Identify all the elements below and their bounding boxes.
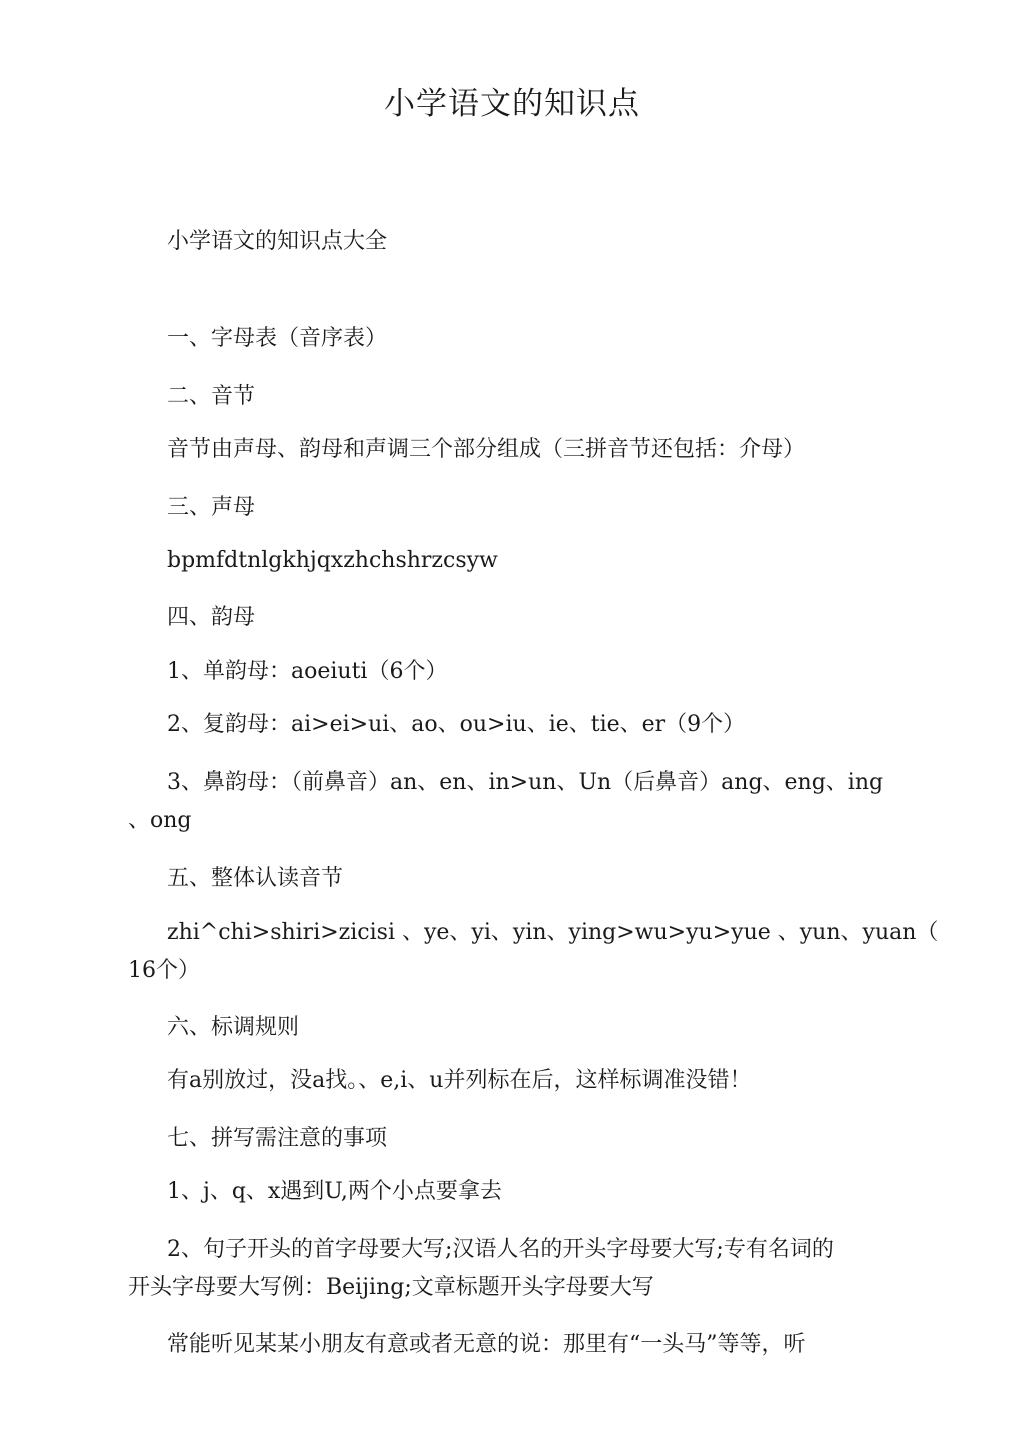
list-item-compound-finals: 2、复韵母：ai>ei>ui、ao、ou>iu、ie、tie、er（9个） [167,712,746,737]
paragraph-whole-syllables: zhi^chi>shiri>zicisi 、ye、yi、yin、ying>wu>yu>yue 、yun、yuan（ [167,920,939,945]
heading-section-2: 二、音节 [167,384,256,409]
list-item-nasal-finals: 3、鼻韵母：（前鼻音）an、en、in>un、Un（后鼻音）ang、eng、ing [167,770,884,795]
paragraph-initials: bpmfdtnlgkhjqxzhchshrzcsyw [167,548,498,573]
document-title: 小学语文的知识点 [384,86,640,122]
list-item-single-finals: 1、单韵母：aoeiuti（6个） [167,659,448,684]
heading-section-1: 一、字母表（音序表） [167,326,388,351]
list-item-spelling-1: 1、j、q、x遇到U,两个小点要拿去 [167,1179,502,1204]
list-item-spelling-2: 2、句子开头的首字母要大写;汉语人名的开头字母要大写;专有名词的 [167,1237,834,1262]
paragraph-tone-rules: 有a别放过，没a找。、e,i、u并列标在后，这样标调准没错！ [167,1068,752,1093]
heading-section-6: 六、标调规则 [167,1015,300,1040]
list-item-spelling-2-continued: 开头字母要大写例：Beijing;文章标题开头字母要大写 [128,1275,654,1300]
heading-section-5: 五、整体认读音节 [167,866,344,891]
heading-section-7: 七、拼写需注意的事项 [167,1126,388,1151]
heading-section-3: 三、声母 [167,495,256,520]
list-item-nasal-finals-continued: 、ong [128,808,192,833]
heading-section-4: 四、韵母 [167,605,256,630]
paragraph-syllable: 音节由声母、韵母和声调三个部分组成（三拼音节还包括：介母） [167,437,806,462]
paragraph-subtitle: 小学语文的知识点大全 [167,229,388,254]
paragraph-whole-syllables-continued: 16个） [128,958,200,983]
paragraph-closing: 常能听见某某小朋友有意或者无意的说：那里有“一头马”等等，听 [167,1332,806,1357]
